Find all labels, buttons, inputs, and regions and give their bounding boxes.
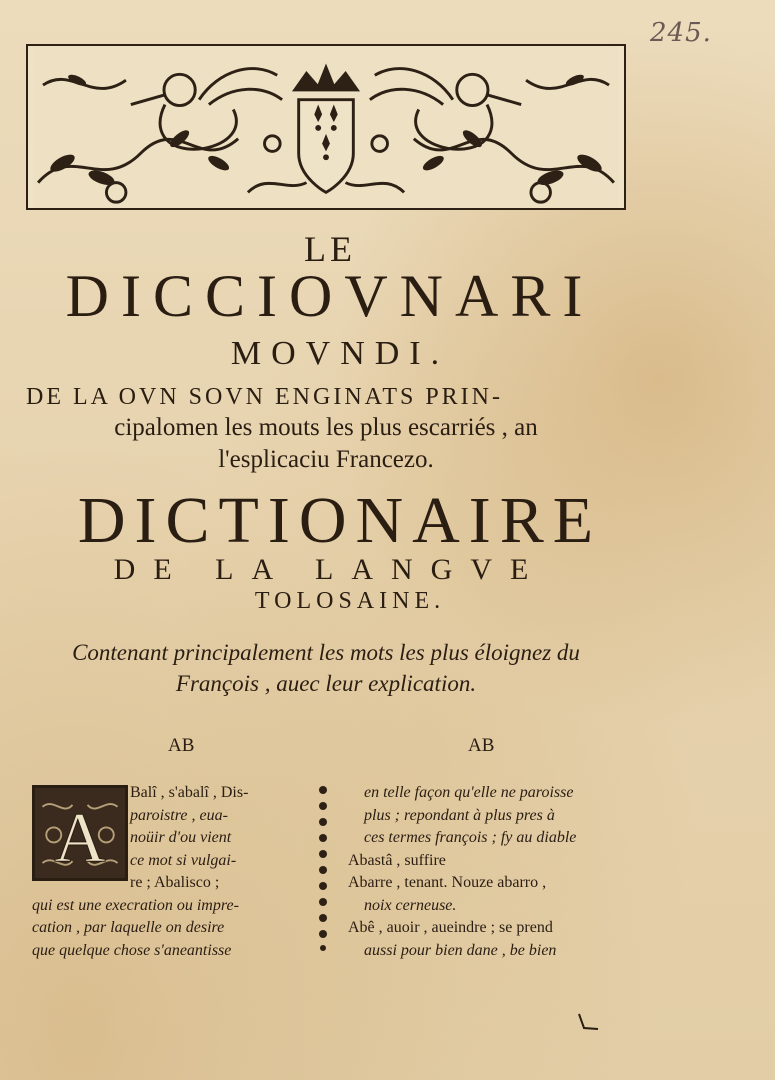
right-line-1: en telle façon qu'elle ne paroisse [364,784,574,801]
title-tolosaine: TOLOSAINE. [254,588,446,614]
title-moundi: MOVNDI. [230,335,450,372]
column-divider-ornament [316,782,330,952]
left-line-2: paroistre , eua- [130,806,228,824]
left-line-8: que quelque chose s'aneantisse [32,941,232,959]
right-line-5: Abarre , tenant. Nouze abarro , [348,874,547,891]
left-line-1: Balî , s'abalî , Dis- [130,784,249,801]
pen-mark [576,1012,600,1032]
subtitle-line-3: l'esplicaciu Francezo. [218,446,434,473]
right-line-8: aussi pour bien dane , be bien [364,941,557,959]
running-head-right: AB [468,735,495,756]
left-line-7: cation , par laquelle on desire [32,919,225,936]
right-line-2: plus ; repondant à plus pres à [364,806,555,824]
subtitle-line-2: cipalomen les mouts les plus escarriés , an [114,414,538,441]
right-line-4: Abastâ , suffire [348,851,446,869]
contenant-line-2: François , auec leur explication. [175,671,477,696]
page-folio-number: 245. [650,18,712,48]
ornamental-headpiece [26,44,626,210]
left-line-6: qui est une execration ou impre- [32,896,239,914]
contenant-line-1: Contenant principalement les mots les plus éloignez du [72,640,580,665]
drop-cap-letter: A [54,799,106,878]
title-le: LE [304,229,356,269]
right-line-6: noix cerneuse. [364,896,457,914]
left-line-5: re ; Abalisco ; [130,874,220,891]
right-line-3: ces termes françois ; fy au diable [364,829,577,846]
title-dicciounari: DICCIOVNARI [65,263,595,329]
title-de-la-langue: DE LA LANGVE [113,553,547,586]
right-line-7: Abê , auoir , aueindre ; se prend [348,919,553,936]
subtitle-line-1: DE LA OVN SOVN ENGINATS PRIN- [26,384,503,410]
running-head-left: AB [168,735,195,756]
left-text-column [32,782,302,962]
left-line-4: ce mot si vulgai- [130,851,237,869]
left-line-3: noüir d'ou vient [130,829,232,846]
title-dictionaire: DICTIONAIRE [77,484,603,557]
right-text-column [348,782,618,962]
